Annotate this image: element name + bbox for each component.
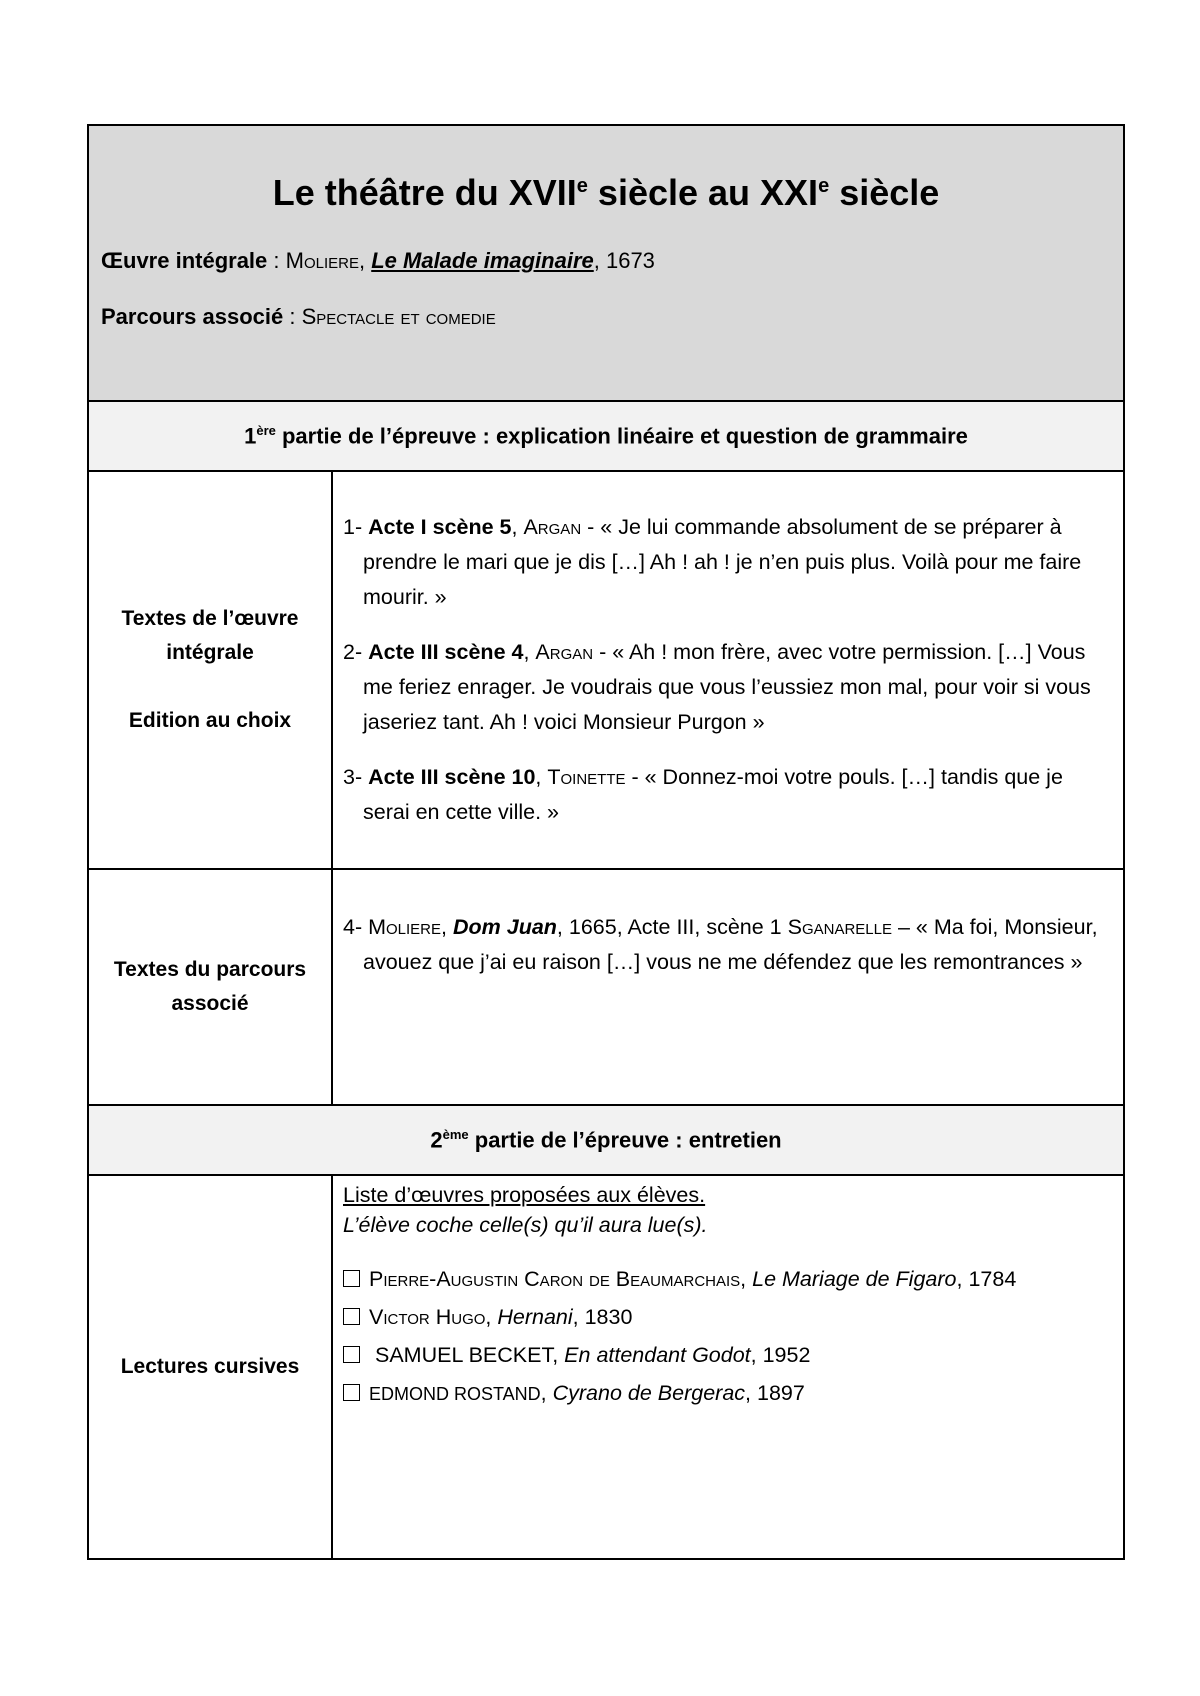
part1-heading: 1ère partie de l’épreuve : explication linéaire et question de grammaire [88,401,1124,471]
lectures-label-cell: Lectures cursives [88,1175,332,1559]
checkbox-icon[interactable] [343,1384,360,1401]
book-item: Victor Hugo, Hernani, 1830 [343,1298,1113,1336]
lectures-cell [332,1175,1124,1559]
integrale-label-cell: Textes de l’œuvre intégrale Edition au choix [88,471,332,869]
checkbox-icon[interactable] [343,1346,360,1363]
book-item: Pierre-Augustin Caron de Beaumarchais, Le Mariage de Figaro, 1784 [343,1260,1113,1298]
header-cell [88,125,1124,401]
book-item: SAMUEL BECKET, En attendant Godot, 1952 [343,1336,1113,1374]
parcours-texts-cell [332,869,1124,1105]
program-table [87,124,1125,1560]
checkbox-icon[interactable] [343,1308,360,1325]
parcours-label-cell: Textes du parcours associé [88,869,332,1105]
integrale-texts-cell [332,471,1124,869]
page-title: Le théâtre du XVIIe siècle au XXIe siècle [272,172,940,213]
text-item-1: 1- Acte I scène 5, Argan - « Je lui commande absolument de se préparer à prendre le mari que je dis […] Ah ! ah ! je n’en puis plus. Voilà pour me faire mourir. » [343,515,1082,609]
text-item-2: 2- Acte III scène 4, Argan - « Ah ! mon frère, avec votre permission. […] Vous me feriez enrager. Je voudrais que vous l’eussiez mon mal, pour voir si vous jaseriez tant. Ah ! voici Monsieur Purgon » [343,640,1091,734]
book-item: EDMOND ROSTAND, Cyrano de Bergerac, 1897 [343,1374,1113,1413]
book-list-heading: Liste d’œuvres proposées aux élèves. [343,1183,706,1207]
book-list-instruction: L’élève coche celle(s) qu’il aura lue(s). [343,1213,708,1237]
oeuvre-integrale-line: Œuvre intégrale : Moliere, Le Malade imaginaire, 1673 [101,248,655,273]
text-item-4: 4- Moliere, Dom Juan, 1665, Acte III, scène 1 Sganarelle – « Ma foi, Monsieur, avouez que j’ai eu raison […] vous ne me défendez que les remontrances » [343,915,1098,974]
part2-heading: 2ème partie de l’épreuve : entretien [88,1105,1124,1175]
checkbox-icon[interactable] [343,1270,360,1287]
parcours-associe-line: Parcours associé : Spectacle et comedie [101,304,496,329]
text-item-3: 3- Acte III scène 10, Toinette - « Donnez-moi votre pouls. […] tandis que je serai en cette ville. » [343,765,1063,824]
